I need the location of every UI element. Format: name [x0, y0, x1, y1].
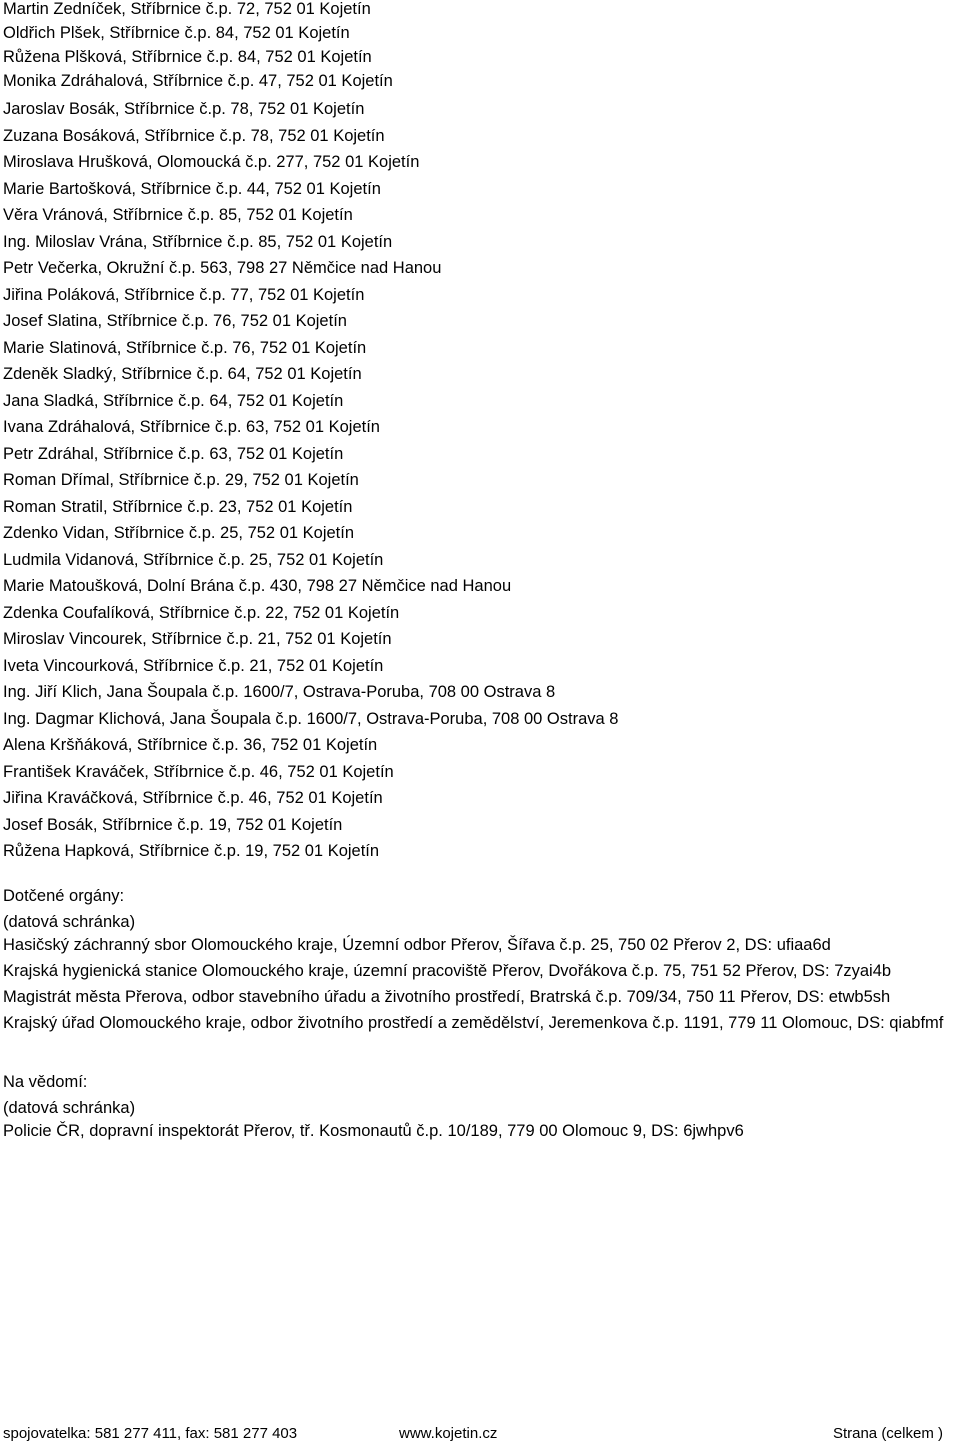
recipient-line: Ing. Jiří Klich, Jana Šoupala č.p. 1600/7, Ostrava-Poruba, 708 00 Ostrava 8 — [3, 683, 556, 701]
recipient-line: Zdeněk Sladký, Stříbrnice č.p. 64, 752 01 Kojetín — [3, 365, 362, 383]
footer-website-link[interactable]: www.kojetin.cz — [399, 1425, 498, 1442]
recipient-line: Ing. Miloslav Vrána, Stříbrnice č.p. 85, 752 01 Kojetín — [3, 232, 393, 251]
recipient-line: Monika Zdráhalová, Stříbrnice č.p. 47, 752 01 Kojetín — [3, 72, 393, 90]
recipient-line: Zuzana Bosáková, Stříbrnice č.p. 78, 752 01 Kojetín — [3, 126, 385, 145]
recipient-line: Miroslav Vincourek, Stříbrnice č.p. 21, 752 01 Kojetín — [3, 630, 392, 648]
authority-entry: Hasičský záchranný sbor Olomouckého kraje, Územní odbor Přerov, Šířava č.p. 25, 750 02 Přerov 2, DS: ufiaa6d — [3, 935, 831, 954]
section-subheading: (datová schránka) — [3, 912, 136, 931]
section-heading: Dotčené orgány: — [3, 886, 125, 905]
recipient-line: František Kraváček, Stříbrnice č.p. 46, 752 01 Kojetín — [3, 762, 394, 781]
recipient-line: Jana Sladká, Stříbrnice č.p. 64, 752 01 Kojetín — [3, 391, 344, 410]
document-page — [3, 0, 957, 1147]
authority-entry: Krajská hygienická stanice Olomouckého kraje, územní pracoviště Přerov, Dvořákova č.p. 75, 751 52 Přerov, DS: 7zyai4b — [3, 961, 892, 980]
recipient-line: Jiřina Kraváčková, Stříbrnice č.p. 46, 752 01 Kojetín — [3, 789, 383, 807]
recipient-list — [3, 0, 957, 865]
recipient-line: Věra Vránová, Stříbrnice č.p. 85, 752 01 Kojetín — [3, 206, 353, 224]
recipient-line: Iveta Vincourková, Stříbrnice č.p. 21, 752 01 Kojetín — [3, 656, 384, 675]
recipient-line: Marie Bartošková, Stříbrnice č.p. 44, 752 01 Kojetín — [3, 179, 381, 198]
affected-authorities-section — [3, 883, 957, 1033]
authority-entry: Magistrát města Přerova, odbor stavebního úřadu a životního prostředí, Bratrská č.p. 709/34, 750 11 Přerov, DS: etwb5sh — [3, 987, 891, 1006]
authority-entry: Policie ČR, dopravní inspektorát Přerov, tř. Kosmonautů č.p. 10/189, 779 00 Olomouc 9, DS: 6jwhpv6 — [3, 1121, 744, 1140]
recipient-line: Zdenka Coufalíková, Stříbrnice č.p. 22, 752 01 Kojetín — [3, 603, 400, 622]
footer-contact: spojovatelka: 581 277 411, fax: 581 277 403 — [3, 1425, 298, 1442]
recipient-line: Oldřich Plšek, Stříbrnice č.p. 84, 752 01 Kojetín — [3, 24, 350, 42]
footer-page-number: Strana (celkem ) — [832, 1425, 943, 1442]
recipient-line: Roman Stratil, Stříbrnice č.p. 23, 752 01 Kojetín — [3, 497, 353, 516]
recipient-line: Miroslava Hrušková, Olomoucká č.p. 277, 752 01 Kojetín — [3, 153, 420, 171]
recipient-line: Roman Dřímal, Stříbrnice č.p. 29, 752 01 Kojetín — [3, 471, 359, 489]
recipient-line: Zdenko Vidan, Stříbrnice č.p. 25, 752 01 Kojetín — [3, 524, 355, 542]
section-subheading: (datová schránka) — [3, 1098, 136, 1117]
recipient-line: Petr Večerka, Okružní č.p. 563, 798 27 Němčice nad Hanou — [3, 259, 442, 277]
recipient-line: Ivana Zdráhalová, Stříbrnice č.p. 63, 752 01 Kojetín — [3, 418, 380, 436]
section-heading: Na vědomí: — [3, 1072, 88, 1091]
recipient-line: Jaroslav Bosák, Stříbrnice č.p. 78, 752 01 Kojetín — [3, 100, 365, 118]
authority-entry: Krajský úřad Olomouckého kraje, odbor životního prostředí a zemědělství, Jeremenkova č.p. 1191, 779 11 Olomouc, DS: qiabfmf — [3, 1013, 944, 1032]
recipient-line: Josef Slatina, Stříbrnice č.p. 76, 752 01 Kojetín — [3, 312, 347, 330]
recipient-line: Alena Kršňáková, Stříbrnice č.p. 36, 752 01 Kojetín — [3, 736, 378, 754]
recipient-line: Marie Matoušková, Dolní Brána č.p. 430, 798 27 Němčice nad Hanou — [3, 577, 512, 595]
recipient-line: Martin Zedníček, Stříbrnice č.p. 72, 752 01 Kojetín — [3, 0, 371, 18]
recipient-line: Ludmila Vidanová, Stříbrnice č.p. 25, 752 01 Kojetín — [3, 550, 384, 569]
page-footer — [3, 1424, 943, 1444]
recipient-line: Petr Zdráhal, Stříbrnice č.p. 63, 752 01 Kojetín — [3, 444, 344, 463]
recipient-line: Josef Bosák, Stříbrnice č.p. 19, 752 01 Kojetín — [3, 815, 343, 834]
recipient-line: Růžena Plšková, Stříbrnice č.p. 84, 752 01 Kojetín — [3, 48, 372, 66]
recipient-line: Růžena Hapková, Stříbrnice č.p. 19, 752 01 Kojetín — [3, 842, 380, 860]
recipient-line: Marie Slatinová, Stříbrnice č.p. 76, 752 01 Kojetín — [3, 338, 367, 357]
for-information-section — [3, 1069, 957, 1141]
recipient-line: Ing. Dagmar Klichová, Jana Šoupala č.p. 1600/7, Ostrava-Poruba, 708 00 Ostrava 8 — [3, 709, 619, 728]
recipient-line: Jiřina Poláková, Stříbrnice č.p. 77, 752 01 Kojetín — [3, 285, 365, 304]
